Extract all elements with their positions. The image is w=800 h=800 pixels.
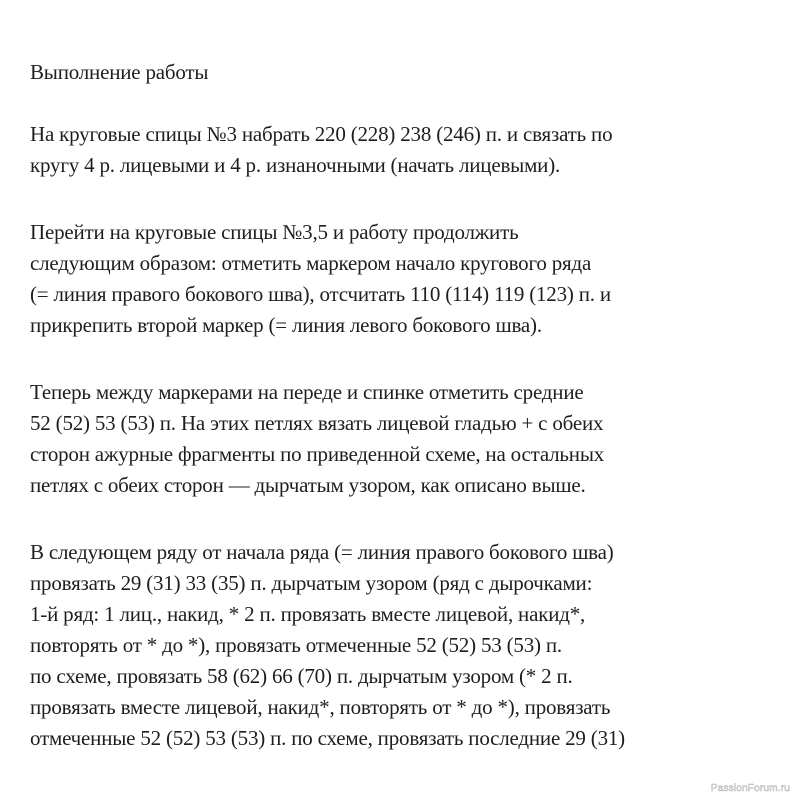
paragraph-line: (= линия правого бокового шва), отсчитать 110 (114) 119 (123) п. и [30,282,611,306]
watermark: PassionForum.ru [710,783,790,794]
paragraph-line: сторон ажурные фрагменты по приведенной схеме, на остальных [30,442,605,466]
section-heading: Выполнение работы [30,60,209,84]
paragraph-line: На круговые спицы №3 набрать 220 (228) 238 (246) п. и связать по [30,122,613,146]
paragraph-line: Перейти на круговые спицы №3,5 и работу продолжить [30,220,519,244]
paragraph-line: Теперь между маркерами на переде и спинке отметить средние [30,380,584,404]
paragraph-line: петлях с обеих сторон — дырчатым узором, как описано выше. [30,473,586,497]
paragraph-line: прикрепить второй маркер (= линия левого бокового шва). [30,313,542,337]
paragraph-line: повторять от * до *), провязать отмеченные 52 (52) 53 (53) п. [30,633,562,657]
paragraph-line: по схеме, провязать 58 (62) 66 (70) п. дырчатым узором (* 2 п. [30,664,573,688]
paragraph-line: провязать 29 (31) 33 (35) п. дырчатым узором (ряд с дырочками: [30,571,593,595]
paragraph-line: В следующем ряду от начала ряда (= линия правого бокового шва) [30,540,614,564]
paragraph-line: кругу 4 р. лицевыми и 4 р. изнаночными (начать лицевыми). [30,153,561,177]
paragraph-line: отмеченные 52 (52) 53 (53) п. по схеме, провязать последние 29 (31) [30,726,625,750]
paragraph-line: провязать вместе лицевой, накид*, повторять от * до *), провязать [30,695,611,719]
paragraph-line: 1-й ряд: 1 лиц., накид, * 2 п. провязать вместе лицевой, накид*, [30,602,586,626]
paragraph-line: 52 (52) 53 (53) п. На этих петлях вязать лицевой гладью + с обеих [30,411,604,435]
paragraph-line: следующим образом: отметить маркером начало кругового ряда [30,251,592,275]
